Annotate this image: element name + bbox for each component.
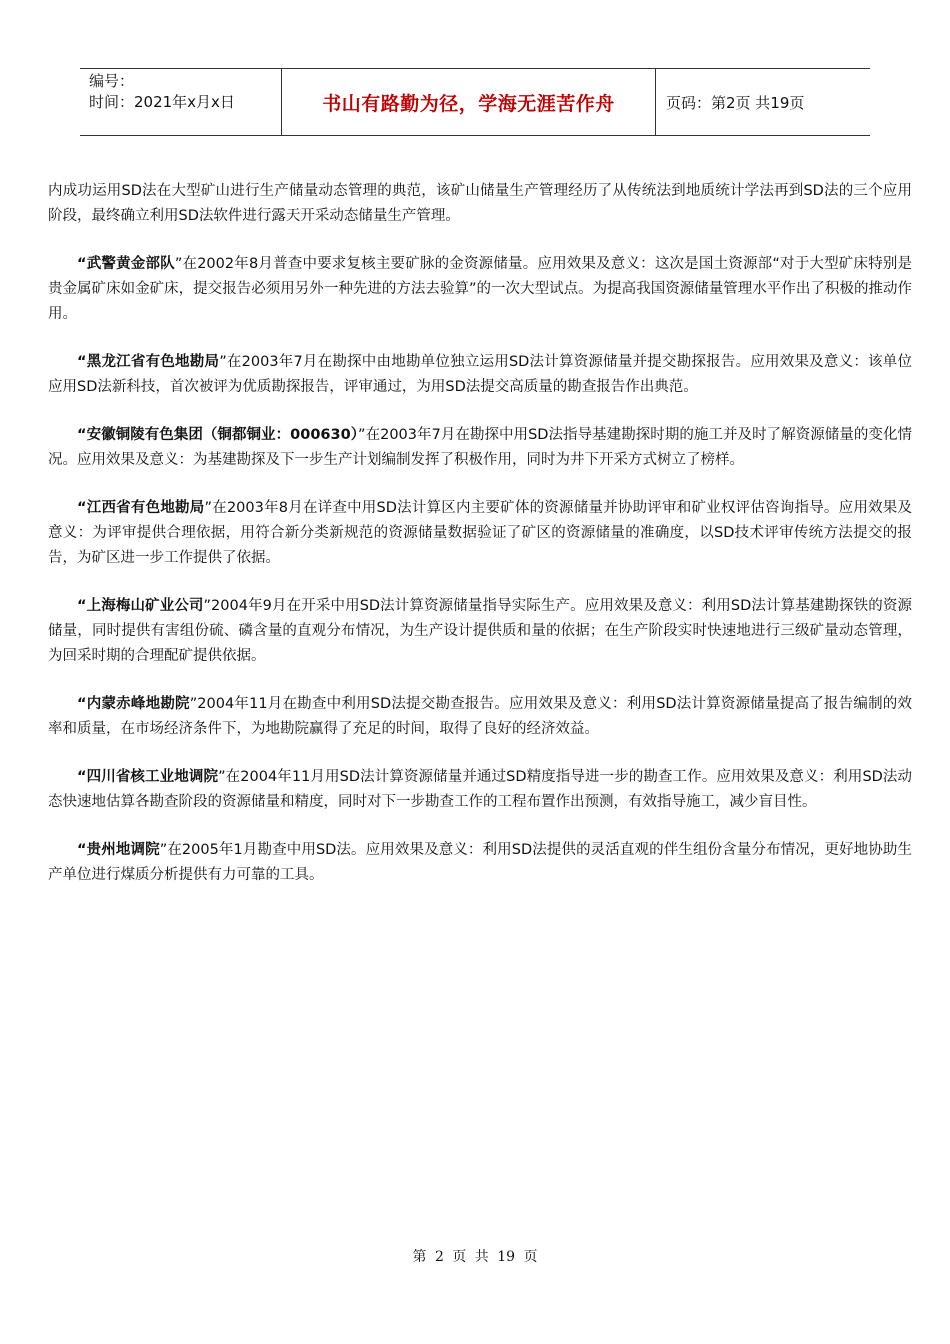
entry-paragraph <box>48 594 912 669</box>
header-motto: 书山有路勤为径，学海无涯苦作舟 <box>282 69 656 135</box>
entry-text: ”在2003年8月在详查中用SD法计算区内主要矿体的资源储量并协助评审和矿业权评估咨询指导。应用效果及意义：为评审提供合理依据，用符合新分类新规范的资源储量数据验证了矿区的资源储量的准确度，以SD技术评审传统方法提交的报告，为矿区进一步工作提供了依据。 <box>48 500 913 566</box>
intro-paragraph: 内成功运用SD法在大型矿山进行生产储量动态管理的典范，该矿山储量生产管理经历了从传统法到地质统计学法再到SD法的三个应用阶段，最终确立利用SD法软件进行露天开采动态储量生产管理。 <box>48 183 912 224</box>
entry-lead: “上海梅山矿业公司 <box>77 598 204 614</box>
entry-text: ”在2003年7月在勘探中由地勘单位独立运用SD法计算资源储量并提交勘探报告。应用效果及意义：该单位应用SD法新科技，首次被评为优质勘探报告，评审通过，为用SD法提交高质量的勘查报告作出典范。 <box>48 354 912 395</box>
entry-text: ”在2003年7月在勘探中用SD法指导基建勘探时期的施工并及时了解资源储量的变化情况。应用效果及意义：为基建勘探及下一步生产计划编制发挥了积极作用，同时为井下开采方式树立了榜样。 <box>48 427 912 468</box>
document-date: 时间：2021年x月x日 <box>89 93 235 111</box>
entry-paragraph <box>48 838 912 888</box>
entry-lead: “内蒙赤峰地勘院 <box>77 696 190 712</box>
entry-paragraph <box>48 252 912 327</box>
header-page-number: 页码：第2页 共19页 <box>666 93 805 112</box>
entry-text: ”在2005年1月勘查中用SD法。应用效果及意义：利用SD法提供的灵活直观的伴生组份含量分布情况，更好地协助生产单位进行煤质分析提供有力可靠的工具。 <box>48 842 913 883</box>
entry-lead: “江西省有色地勘局 <box>77 500 205 516</box>
entry-text: ”在2004年11月用SD法计算资源储量并通过SD精度指导进一步的勘查工作。应用效果及意义：利用SD法动态快速地估算各勘查阶段的资源储量和精度，同时对下一步勘查工作的工程布置作出预测，有效指导施工，减少盲目性。 <box>48 769 913 810</box>
entry-lead: “贵州地调院 <box>77 842 160 858</box>
page-footer: 第 2 页 共 19 页 <box>412 1249 538 1265</box>
entry-paragraph <box>48 692 912 742</box>
entry-text: ”2004年9月在开采中用SD法计算资源储量指导实际生产。应用效果及意义：利用SD法计算基建勘探铁的资源储量，同时提供有害组份硫、磷含量的直观分布情况，为生产设计提供质和量的依据；在生产阶段实时快速地进行三级矿量动态管理，为回采时期的合理配矿提供依据。 <box>48 598 912 664</box>
header-meta <box>80 69 282 135</box>
page-header <box>80 68 870 136</box>
entry-lead: “黑龙江省有色地勘局 <box>77 354 220 370</box>
entry-paragraph <box>48 496 912 571</box>
document-number: 编号： <box>89 72 135 90</box>
entry-paragraph <box>48 350 912 400</box>
entry-text: ”在2002年8月普查中要求复核主要矿脉的金资源储量。应用效果及意义：这次是国土资源部“对于大型矿床特别是贵金属矿床如金矿床，提交报告必须用另外一种先进的方法去验算”的一次大型试点。为提高我国资源储量管理水平作出了积极的推动作用。 <box>48 256 912 322</box>
entry-text: ”2004年11月在勘查中利用SD法提交勘查报告。应用效果及意义：利用SD法计算资源储量提高了报告编制的效率和质量，在市场经济条件下，为地勘院赢得了充足的时间，取得了良好的经济效益。 <box>48 696 912 737</box>
entry-lead: “四川省核工业地调院 <box>77 769 219 785</box>
document-body <box>48 179 912 911</box>
entry-lead: “安徽铜陵有色集团（铜都铜业：000630） <box>77 427 359 443</box>
entry-paragraph <box>48 423 912 473</box>
entry-lead: “武警黄金部队 <box>77 256 175 272</box>
entry-paragraph <box>48 765 912 815</box>
